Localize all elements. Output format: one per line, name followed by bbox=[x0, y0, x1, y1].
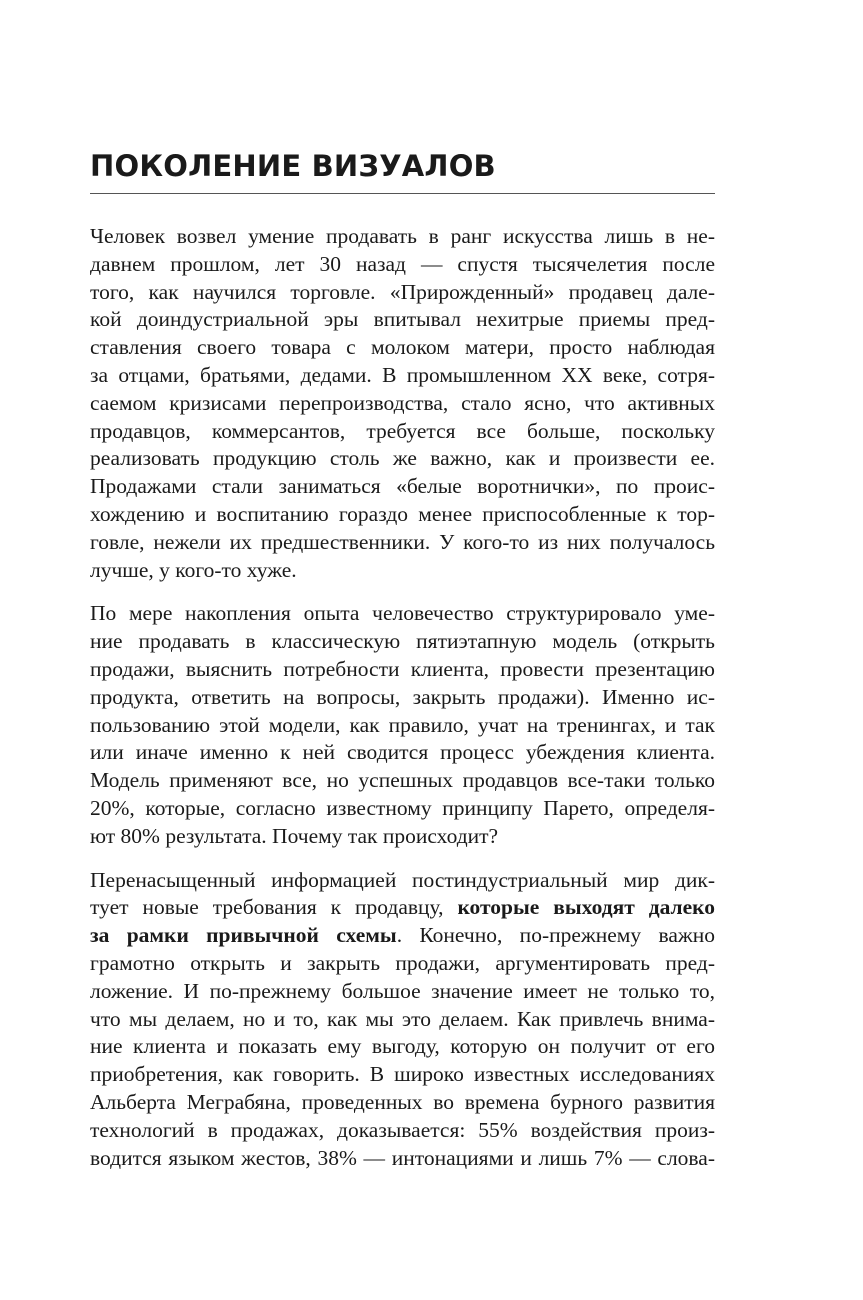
title-divider bbox=[90, 193, 715, 194]
bold-emphasis: за рамки привычной схемы bbox=[90, 923, 397, 948]
text-line-mixed bbox=[90, 922, 715, 950]
text-line: приобретения, как говорить. В широко известных исследованиях bbox=[90, 1062, 715, 1087]
text-line: Человек возвел умение продавать в ранг искусства лишь в не- bbox=[90, 224, 715, 248]
text-line: пользованию этой модели, как правило, учат на тренингах, и так bbox=[90, 712, 715, 737]
text-run: . Конечно, по-прежнему важно bbox=[396, 923, 715, 948]
text-line: продавцов, коммерсантов, требуется все больше, поскольку bbox=[90, 418, 715, 443]
text-line-mixed bbox=[90, 894, 715, 922]
text-line: что мы делаем, но и то, как мы это делаем. Как привлечь внима- bbox=[90, 1006, 715, 1031]
text-line: Продажами стали заниматься «белые воротнички», по проис- bbox=[90, 474, 715, 499]
text-line: ставления своего товара с молоком матери, просто наблюдая bbox=[90, 335, 715, 360]
paragraph-3 bbox=[90, 867, 715, 1173]
text-line: или иначе именно к ней сводится процесс убеждения клиента. bbox=[90, 740, 715, 765]
paragraph-1 bbox=[90, 223, 715, 584]
text-line: того, как научился торговле. «Прирожденный» продавец дале- bbox=[90, 279, 715, 304]
text-line: ют 80% результата. Почему так происходит? bbox=[90, 823, 499, 848]
text-line: лучше, у кого-то хуже. bbox=[90, 557, 297, 582]
text-line: Альберта Меграбяна, проведенных во времена бурного развития bbox=[90, 1089, 715, 1114]
text-line: хождению и воспитанию гораздо менее приспособленные к тор- bbox=[90, 501, 715, 526]
text-line: продажи, выяснить потребности клиента, провести презентацию bbox=[90, 656, 715, 681]
text-line: за отцами, братьями, дедами. В промышленном XX веке, сотря- bbox=[90, 362, 715, 387]
text-run: тует новые требования к продавцу, bbox=[90, 895, 458, 920]
text-line: По мере накопления опыта человечество структурировало уме- bbox=[90, 601, 715, 626]
text-line: 20%, которые, согласно известному принципу Парето, определя- bbox=[90, 795, 715, 820]
text-line: ние клиента и показать ему выгоду, которую он получит от его bbox=[90, 1034, 715, 1059]
book-page bbox=[90, 140, 715, 1188]
text-line: продукта, ответить на вопросы, закрыть продажи). Именно ис- bbox=[90, 684, 715, 709]
text-line: говле, нежели их предшественники. У кого-то из них получалось bbox=[90, 529, 715, 554]
text-line: Модель применяют все, но успешных продавцов все-таки только bbox=[90, 768, 715, 793]
text-line: давнем прошлом, лет 30 назад — спустя тысячелетия после bbox=[90, 251, 715, 276]
text-line: технологий в продажах, доказывается: 55% воздействия произ- bbox=[90, 1117, 715, 1142]
text-line: водится языком жестов, 38% — интонациями и лишь 7% — слова- bbox=[90, 1145, 715, 1170]
paragraph-2 bbox=[90, 600, 715, 850]
text-line: Перенасыщенный информацией постиндустриальный мир дик- bbox=[90, 867, 715, 892]
text-line: грамотно открыть и закрыть продажи, аргументировать пред- bbox=[90, 950, 715, 975]
text-line: саемом кризисами перепроизводства, стало ясно, что активных bbox=[90, 390, 715, 415]
text-line: реализовать продукцию столь же важно, как и произвести ее. bbox=[90, 446, 715, 471]
body-text bbox=[90, 223, 715, 1172]
chapter-title: ПОКОЛЕНИЕ ВИЗУАЛОВ bbox=[90, 149, 496, 183]
text-line: кой доиндустриальной эры впитывал нехитрые приемы пред- bbox=[90, 307, 715, 332]
bold-emphasis: которые выходят далеко bbox=[457, 895, 715, 920]
text-line: ние продавать в классическую пятиэтапную модель (открыть bbox=[90, 629, 715, 654]
text-line: ложение. И по-прежнему большое значение имеет не только то, bbox=[90, 978, 715, 1003]
